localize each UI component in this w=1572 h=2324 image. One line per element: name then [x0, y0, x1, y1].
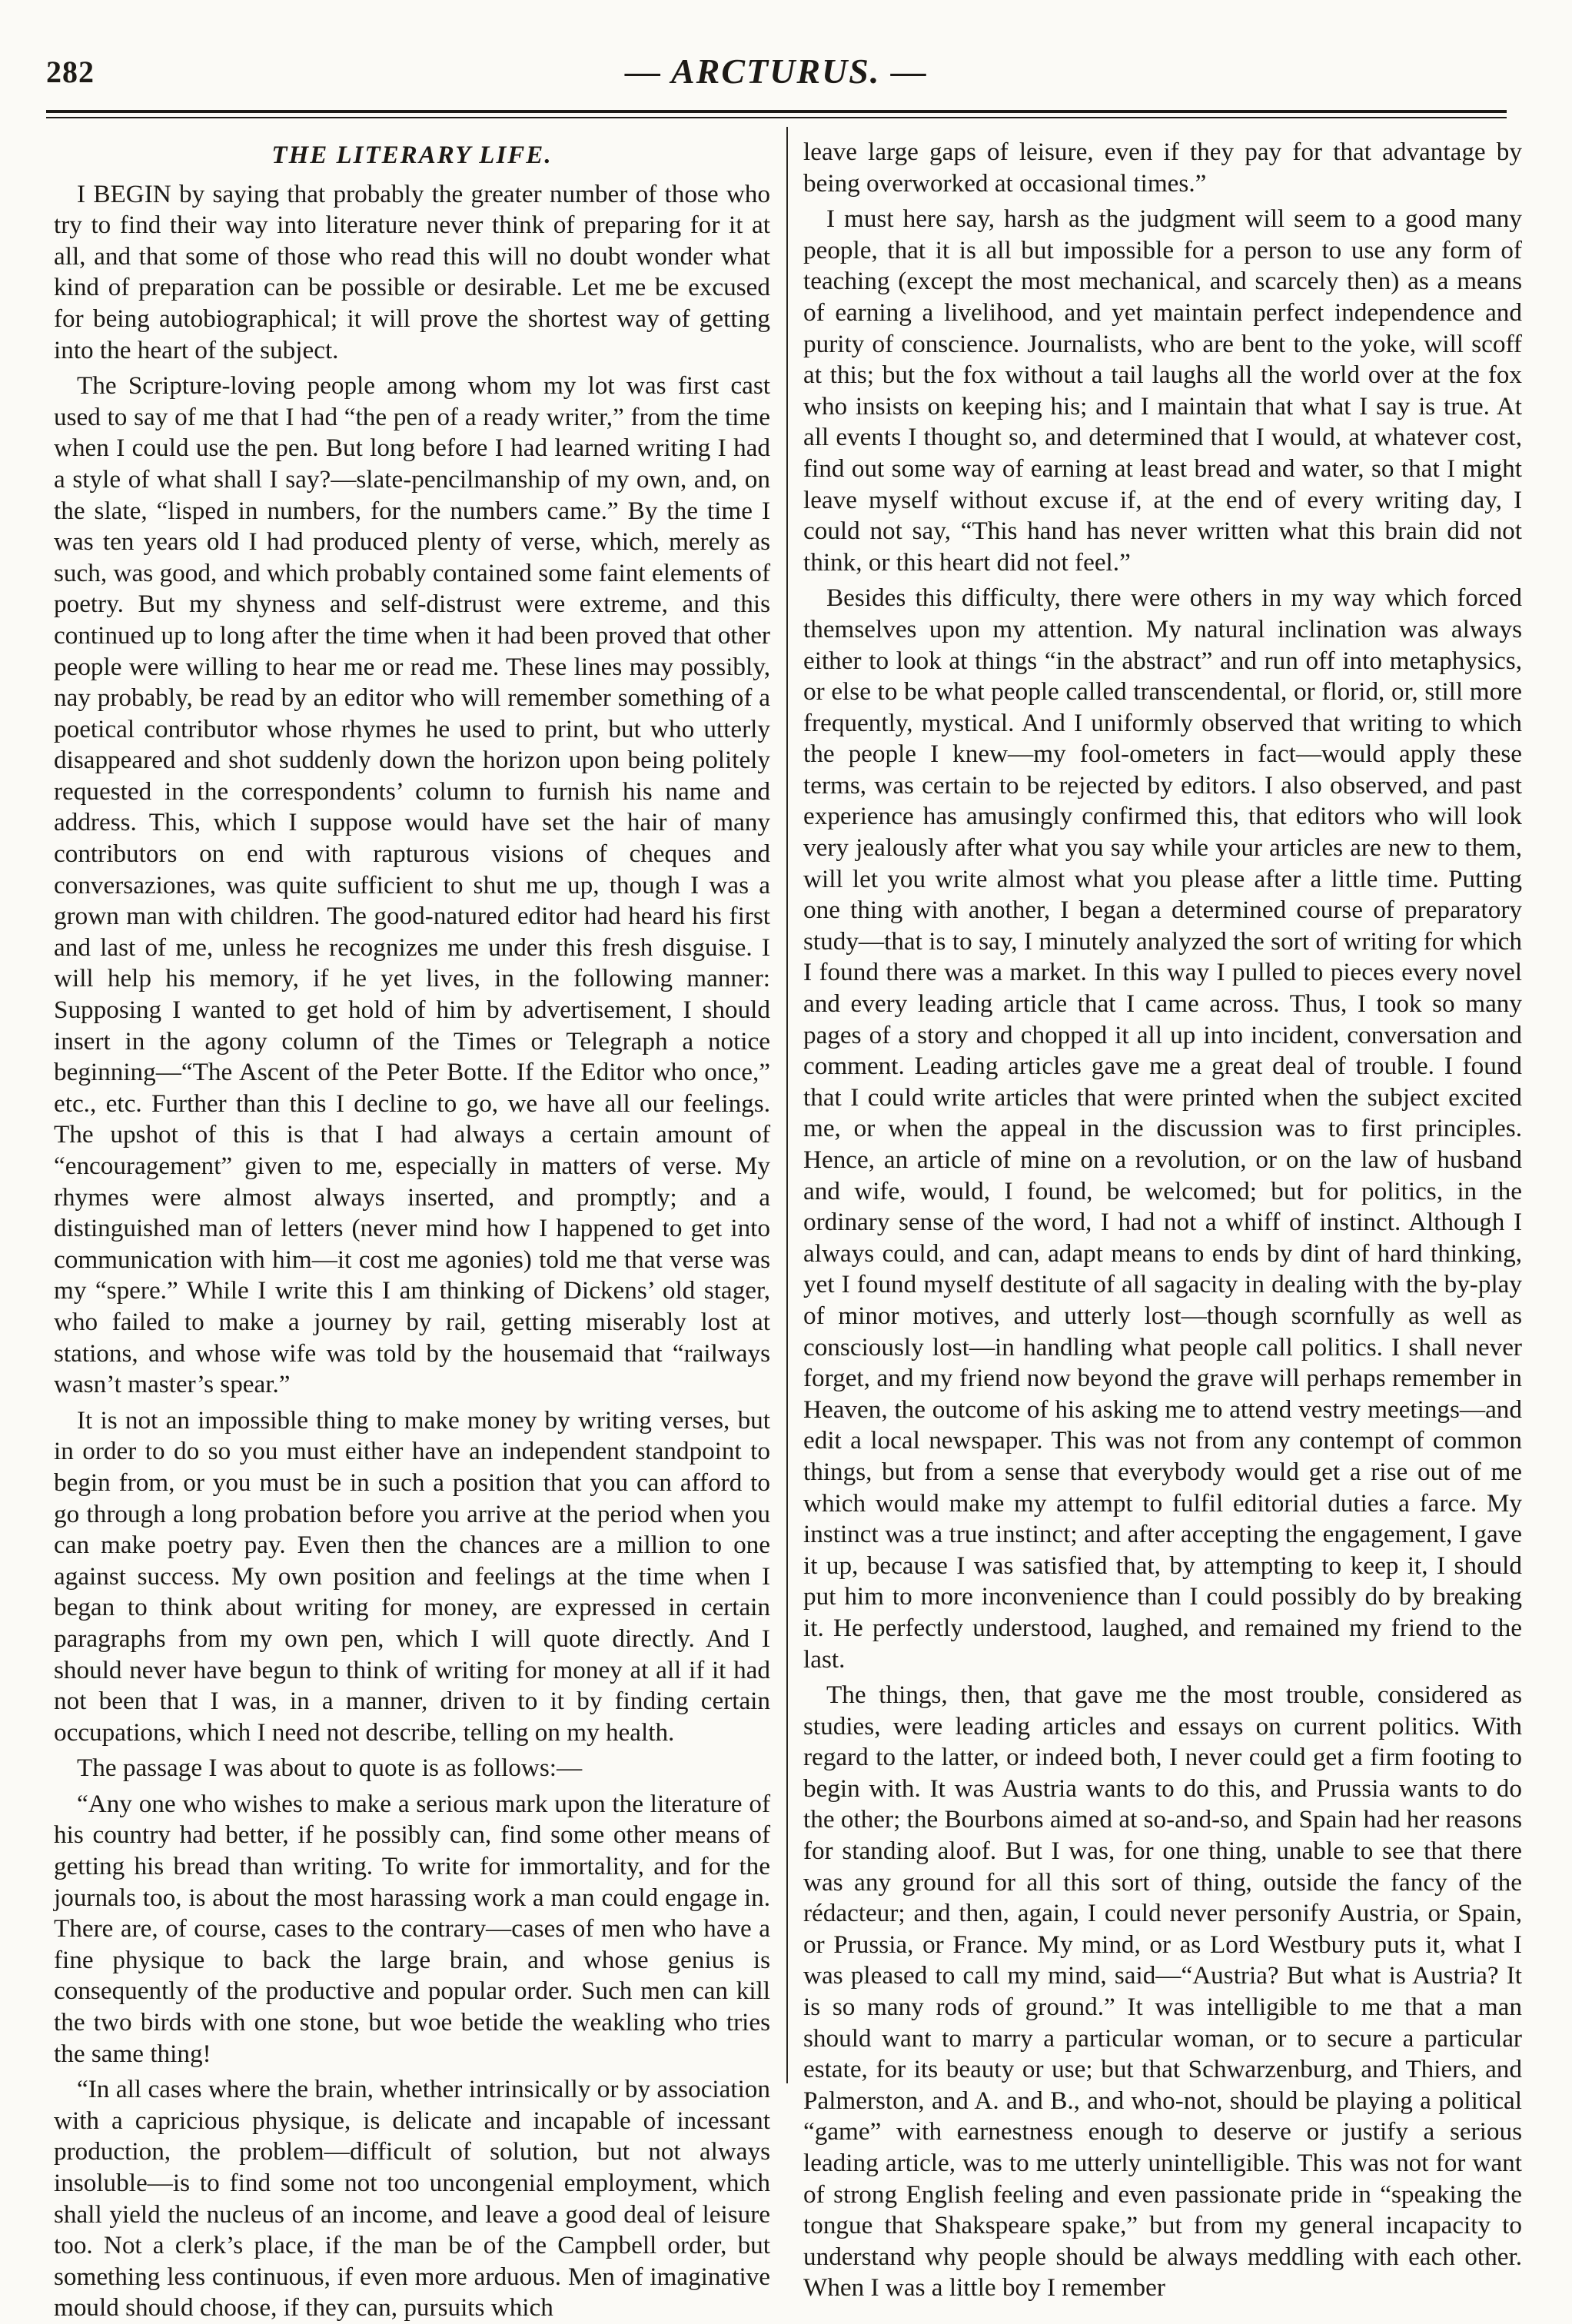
- paragraph: The Scripture-loving people among whom my lot was first cast used to say of me that I had “the pen of a ready writer,” from the time when I could use the pen. But long before I had learned writing I had a style of what shall I say?—slate-pencilmanship of my own, and, on the slate, “lisped in numbers, for the numbers came.” By the time I was ten years old I had produced plenty of verse, which, merely as such, was good, and which probably contained some faint elements of poetry. But my shyness and self-distrust were extreme, and this continued up to long after the time when it had been proved that other people were willing to hear me or read me. These lines may possibly, nay probably, be read by an editor who will remember something of a poetical contributor whose rhymes he used to print, but who utterly disappeared and shot suddenly down the horizon upon being politely requested in the correspondents’ column to furnish his name and address. This, which I suppose would have set the hair of many contributors on end with rapturous visions of cheques and conversaziones, was quite sufficient to shut me up, though I was a grown man with children. The good-natured editor had heard his first and last of me, unless he recognizes me under this fresh disguise. I will help his memory, if he yet lives, in the following manner: Supposing I wanted to get hold of him by advertisement, I should insert in the agony column of the Times or Telegraph a notice beginning—“The Ascent of the Peter Botte. If the Editor who once,” etc., etc. Further than this I decline to go, we have all our feelings. The upshot of this is that I had always a certain amount of “encouragement” given to me, especially in matters of verse. My rhymes were almost always inserted, and promptly; and a distinguished man of letters (never mind how I happened to get into communication with him—it cost me agonies) told me that verse was my “spere.” While I write this I am thinking of Dickens’ old stager, who failed to make a journey by rail, getting miserably lost at stations, and whose wife was told by the housemaid that “railways wasn’t master’s spear.”: [54, 371, 770, 1399]
- paragraph: Besides this difficulty, there were others in my way which forced themselves upon my attention. My natural inclination was always either to look at things “in the abstract” and run off into metaphysics, or else to be what people called transcendental, or florid, or, still more frequently, mystical. And I uniformly observed that writing to which the people I knew—my fool-ometers in fact—would apply these terms, was certain to be rejected by editors. I also observed, and past experience has amusingly confirmed this, that editors who will look very jealously after what you say while your articles are new to them, will let you write almost what you please after a little time. Putting one thing with another, I began a determined course of preparatory study—that is to say, I minutely analyzed the sort of writing for which I found there was a market. In this way I pulled to pieces every novel and every leading article that I came across. Thus, I took so many pages of a story and chopped it all up into incident, conversation and comment. Leading articles gave me a great deal of trouble. I found that I could write articles that were printed when the subject excited me, or when the appeal in the discussion was to first principles. Hence, an article of mine on a revolution, or on the law of husband and wife, would, I found, be welcomed; but for politics, in the ordinary sense of the word, I had not a whiff of instinct. Although I always could, and can, adapt means to ends by dint of hard thinking, yet I found myself destitute of all sagacity in dealing with the by-play of minor motives, and utterly lost—though scornfully as well as consciously lost—in handling what people call politics. I shall never forget, and my friend now beyond the grave will perhaps remember in Heaven, the outcome of his asking me to attend vestry meetings—and edit a local newspaper. This was not from any contempt of common things, but from a sense that everybody would get a rise out of me which would make my attempt to fulfil editorial duties a farce. My instinct was a true instinct; and after accepting the engagement, I gave it up, because I was satisfied that, by attempting to keep it, I should put him to more inconvenience than I could possibly do by breaking it. He perfectly understood, laughed, and remained my friend to the last.: [803, 583, 1522, 1674]
- paragraph-continued: leave large gaps of leisure, even if they pay for that advantage by being overworked at occasional times.”: [803, 138, 1522, 198]
- paragraph: The things, then, that gave me the most trouble, considered as studies, were leading articles and essays on current politics. With regard to the latter, or indeed both, I never could get a firm footing to begin with. It was Austria wants to do this, and Prussia wants to do the other; the Bourbons aimed at so-and-so, and Spain had her reasons for standing aloof. But I was, for one thing, unable to see that there was any ground for all this sort of thing, outside the fancy of the rédacteur; and then, again, I could never personify Austria, or Spain, or Prussia, or France. My mind, or as Lord Westbury puts it, what I was pleased to call my mind, said—“Austria? But what is Austria? It is so many rods of ground.” It was intelligible to me that a man should want to marry a particular woman, or to secure a particular estate, for its beauty or use; but that Schwarzenburg, and Thiers, and Palmerston, and A. and B., and who-not, should be playing a political “game” with earnestness enough to deserve or justify a serious leading article, was to me utterly unintelligible. This was not for want of strong English feeling and even passionate pride in “speaking the tongue that Shakspeare spake,” but from my general incapacity to understand why people should be always meddling with each other. When I was a little boy I remember: [803, 1681, 1522, 2302]
- quoted-paragraph: “In all cases where the brain, whether intrinsically or by association with a capricious physique, is delicate and incapable of incessant production, the problem—difficult of solution, but not always insoluble—is to find some not too uncongenial employment, which shall yield the nucleus of an income, and leave a good deal of leisure too. Not a clerk’s place, if the man be of the Campbell order, but something less continuous, if even more arduous. Men of imaginative mould should choose, if they can, pursuits which: [54, 2075, 770, 2322]
- paragraph: The passage I was about to quote is as follows:—: [77, 1754, 583, 1783]
- running-head: — ARCTURUS. —: [625, 52, 928, 91]
- paragraph: It is not an impossible thing to make money by writing verses, but in order to do so you must either have an independent standpoint to begin from, or you must be in such a position that you can afford to go through a long probation before you arrive at the period when you can make poetry pay. Even then the chances are a million to one against success. My own position and feelings at the time when I began to think about writing for money, are expressed in certain paragraphs from my own pen, which I will quote directly. And I should never have begun to think of writing for money at all if it had not been that I was, in a manner, driven to it by finding certain occupations, which I need not describe, telling on my health.: [54, 1405, 770, 1747]
- header-rule-thin: [46, 117, 1507, 118]
- right-column: [803, 137, 1522, 2302]
- column-divider: [786, 127, 788, 2083]
- article-title: THE LITERARY LIFE.: [271, 141, 553, 169]
- paragraph: I must here say, harsh as the judgment will seem to a good many people, that it is all but impossible for a person to use any form of teaching (except the most mechanical, and scarcely then) as a means of earning a livelihood, and yet maintain perfect independence and purity of conscience. Journalists, who are bent to the yoke, will scoff at this; but the fox without a tail laughs all the world over at the fox who insists on keeping his; and I maintain that what I say is true. At all events I thought so, and determined that I would, at whatever cost, find out some way of earning at least bread and water, so that I might leave myself without excuse if, at the end of every writing day, I could not say, “This hand has never written what this brain did not think, or this heart did not feel.”: [803, 204, 1522, 577]
- quoted-paragraph: “Any one who wishes to make a serious mark upon the literature of his country had better, if he possibly can, find some other means of getting his bread than writing. To write for immortality, and for the journals too, is about the most harassing work a man could engage in. There are, of course, cases to the contrary—cases of men who have a fine physique to back the large brain, and whose genius is consequently of the productive and popular order. Such men can kill the two birds with one stone, but woe betide the weakling who tries the same thing!: [54, 1789, 770, 2068]
- paragraph: I BEGIN by saying that probably the greater number of those who try to find their way into literature never think of preparing for it at all, and that some of those who read this will no doubt wonder what kind of preparation can be possible or desirable. Let me be excused for being autobiographical; it will prove the shortest way of getting into the heart of the subject.: [54, 179, 770, 364]
- header-rule-thick: [46, 110, 1507, 113]
- page-number: 282: [46, 55, 95, 89]
- page-header: [46, 48, 1507, 101]
- left-column: [54, 137, 770, 2322]
